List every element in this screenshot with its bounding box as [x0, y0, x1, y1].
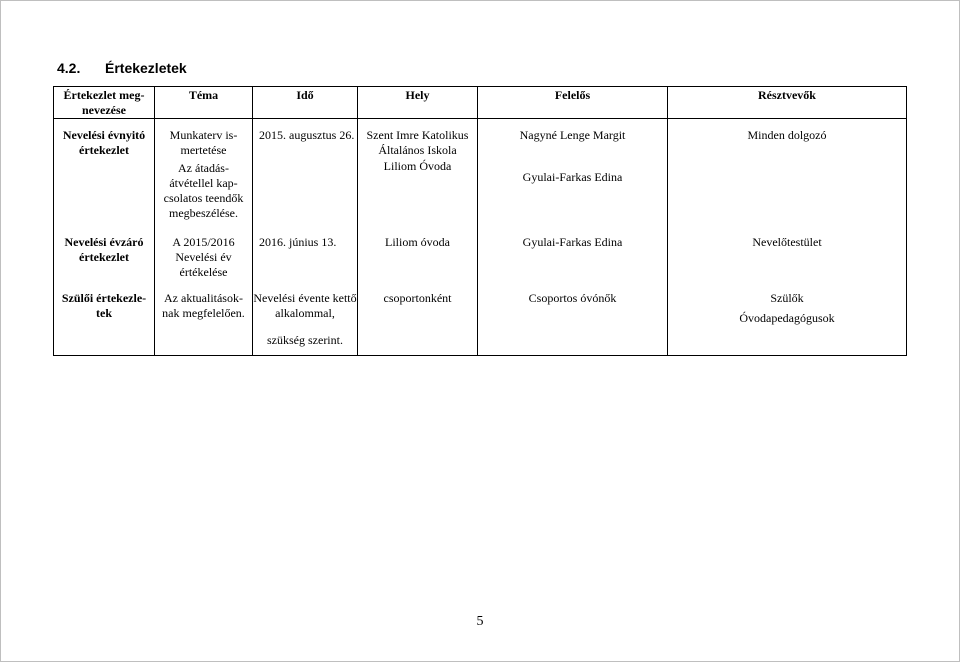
table-row	[54, 288, 907, 356]
cell-place: Szent Imre Katolikus Általános Iskola	[358, 119, 478, 159]
cell-place: Liliom Óvoda	[358, 159, 478, 231]
header-place: Hely	[358, 87, 478, 119]
cell-responsible: Gyulai-Farkas Edina	[478, 231, 668, 288]
meetings-table	[53, 86, 907, 356]
table-row	[54, 231, 907, 288]
cell-participants: Minden dolgozó	[668, 119, 907, 231]
section-number: 4.2.	[57, 60, 81, 76]
header-meeting-type: Értekezlet meg- nevezése	[54, 87, 155, 119]
cell-place: csoportonként	[358, 288, 478, 356]
header-time: Idő	[253, 87, 358, 119]
cell-responsible: Nagyné Lenge Margit	[478, 119, 668, 159]
cell-topic: A 2015/2016 Nevelési év értékelése	[155, 231, 253, 288]
cell-topic: Az átadás- átvétellel kap- csolatos teendők megbeszélése.	[155, 159, 253, 231]
cell-responsible: Csoportos óvónők	[478, 288, 668, 356]
cell-meeting-type: Szülői értekezle- tek	[54, 288, 155, 356]
cell-topic: Az aktualitások- nak megfelelően.	[155, 288, 253, 356]
cell-participants: Nevelőtestület	[668, 231, 907, 288]
cell-meeting-type: Nevelési évnyitó értekezlet	[54, 119, 155, 231]
section-title: Értekezletek	[105, 60, 187, 76]
cell-topic: Munkaterv is- mertetése	[155, 119, 253, 159]
cell-time	[253, 159, 358, 231]
header-participants: Résztvevők	[668, 87, 907, 119]
table-row	[54, 119, 907, 159]
cell-time: Nevelési évente kettő alkalommal, szükség szerint.	[253, 288, 358, 356]
header-row	[54, 87, 907, 119]
cell-place: Liliom óvoda	[358, 231, 478, 288]
cell-participants: Szülők Óvodapedagógusok	[668, 288, 907, 356]
cell-meeting-type: Nevelési évzáró értekezlet	[54, 231, 155, 288]
cell-responsible: Gyulai-Farkas Edina	[478, 159, 668, 231]
cell-time: 2016. június 13.	[253, 231, 358, 288]
page-number: 5	[476, 614, 484, 629]
section-heading	[57, 58, 187, 78]
cell-time: 2015. augusztus 26.	[253, 119, 358, 159]
header-responsible: Felelős	[478, 87, 668, 119]
header-topic: Téma	[155, 87, 253, 119]
